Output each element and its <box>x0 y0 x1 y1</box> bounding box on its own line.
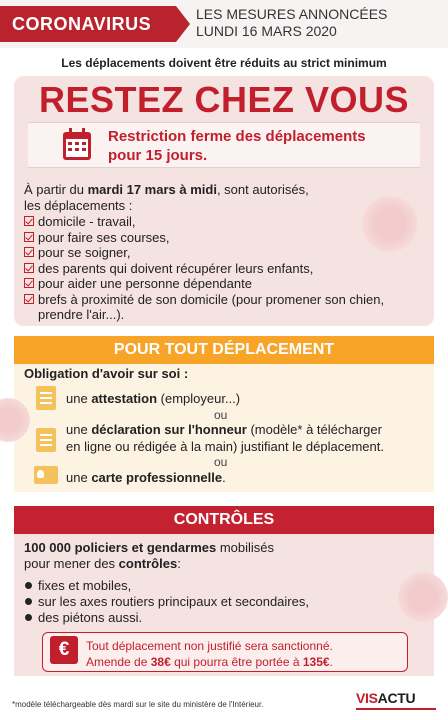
doc-declaration <box>66 421 432 455</box>
section-title-controls: CONTRÔLES <box>14 506 434 534</box>
header-line1: LES MESURES ANNONCÉES <box>196 6 388 22</box>
sanction-l2e: . <box>329 655 333 669</box>
headline: RESTEZ CHEZ VOUS <box>38 79 410 120</box>
document-icon <box>36 386 56 410</box>
visactu-logo <box>356 690 415 706</box>
doc3-c: . <box>222 470 226 485</box>
doc2-d: en ligne ou rédigée à la main) justifiant le déplacement. <box>66 439 384 454</box>
list-item: des piétons aussi. <box>24 610 309 626</box>
checkbox-icon <box>24 232 34 242</box>
intro-c: , sont autorisés, <box>216 182 309 197</box>
header-line2: LUNDI 16 MARS 2020 <box>196 23 337 39</box>
list-item-label: brefs à proximité de son domicile (pour promener son chien, <box>38 291 385 307</box>
controls-intro <box>24 540 274 572</box>
or-2: ou <box>214 455 228 469</box>
checkbox-icon <box>24 278 34 288</box>
doc3-a: une <box>66 470 92 485</box>
list-item-label: des parents qui doivent récupérer leurs enfants, <box>38 260 314 276</box>
restriction-line1: Restriction ferme des déplacements <box>108 128 366 145</box>
doc2-c: (modèle* à télécharger <box>246 422 382 437</box>
controls-d: contrôles <box>118 556 178 571</box>
allowed-intro <box>24 182 309 214</box>
list-item <box>24 214 384 230</box>
list-item-label: pour faire ses courses, <box>38 229 170 245</box>
doc-attestation <box>66 390 240 407</box>
controls-b: mobilisés <box>216 540 275 555</box>
section-title-travel: POUR TOUT DÉPLACEMENT <box>14 336 434 364</box>
doc3-b: carte professionnelle <box>91 470 223 485</box>
footnote: *modèle téléchargeable dès mardi sur le site du ministère de l'Intérieur. <box>12 700 264 709</box>
header-date <box>196 6 387 40</box>
or-1: ou <box>214 408 228 422</box>
euro-icon: € <box>50 636 78 664</box>
logo-b: ACTU <box>377 690 416 706</box>
controls-list <box>24 578 309 626</box>
list-item <box>24 245 384 261</box>
checkbox-icon <box>24 294 34 304</box>
list-item <box>24 261 384 277</box>
intro-d: les déplacements : <box>24 198 133 213</box>
doc2-b: déclaration sur l'honneur <box>91 422 247 437</box>
list-item: fixes et mobiles, <box>24 578 309 594</box>
sanction-l2a: Amende de <box>86 655 151 669</box>
id-card-icon <box>34 466 58 484</box>
doc-card <box>66 469 226 486</box>
logo-underline <box>356 708 436 710</box>
controls-c: pour mener des <box>24 556 119 571</box>
document-icon <box>36 428 56 452</box>
virus-icon <box>398 572 448 622</box>
list-item-label: prendre l'air...). <box>38 307 125 322</box>
checkbox-icon <box>24 216 34 226</box>
list-item-continued <box>24 307 384 323</box>
obligation-title: Obligation d'avoir sur soi : <box>24 366 189 381</box>
intro-a: À partir du <box>24 182 88 197</box>
controls-a: 100 000 policiers et gendarmes <box>24 540 217 555</box>
sanction-l2d: 135€ <box>302 655 330 669</box>
list-item-label: pour se soigner, <box>38 245 131 260</box>
checkbox-icon <box>24 263 34 273</box>
calendar-icon <box>62 127 92 161</box>
sanction-line1: Tout déplacement non justifié sera sanctionné. <box>86 639 333 653</box>
sanction-l2b: 38€ <box>150 655 171 669</box>
list-item: sur les axes routiers principaux et secondaires, <box>24 594 309 610</box>
doc1-a: une <box>66 391 92 406</box>
sanction-l2c: qui pourra être portée à <box>170 655 303 669</box>
intro-date: mardi 17 mars à midi <box>87 182 217 197</box>
list-item-label: pour aider une personne dépendante <box>38 276 252 291</box>
controls-e: : <box>177 556 181 571</box>
list-item <box>24 276 384 292</box>
list-item <box>24 230 384 246</box>
doc1-b: attestation <box>91 391 158 406</box>
topic-tag: CORONAVIRUS <box>0 6 176 42</box>
restriction-line2: pour 15 jours. <box>108 147 208 164</box>
allowed-list <box>24 214 384 323</box>
logo-a: VIS <box>356 690 378 706</box>
checkbox-icon <box>24 247 34 257</box>
restriction-text <box>108 127 366 165</box>
doc2-a: une <box>66 422 92 437</box>
sanction-text <box>86 638 333 670</box>
list-item <box>24 292 384 308</box>
subtitle: Les déplacements doivent être réduits au strict minimum <box>61 56 387 70</box>
doc1-c: (employeur...) <box>157 391 241 406</box>
list-item-label: domicile - travail, <box>38 214 136 229</box>
